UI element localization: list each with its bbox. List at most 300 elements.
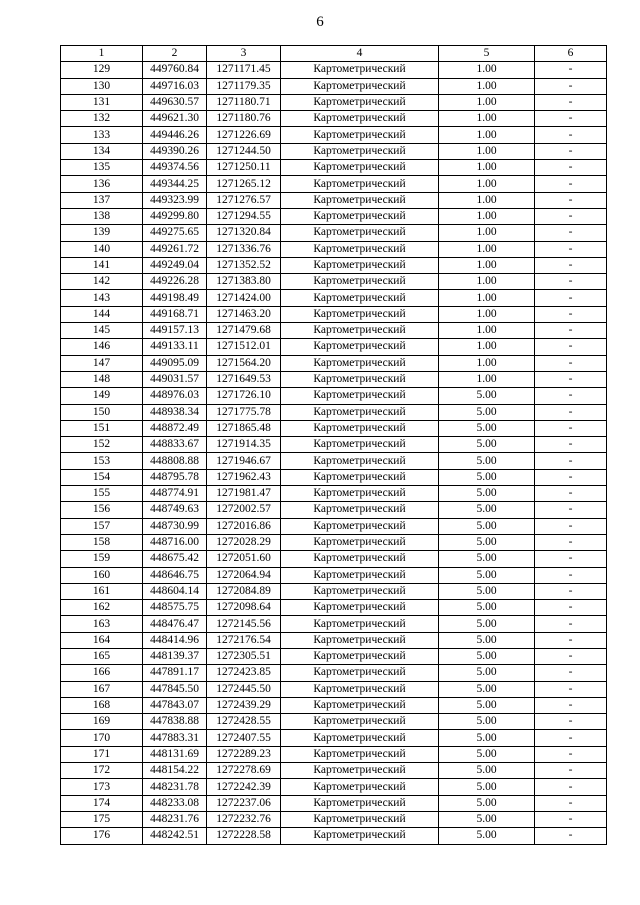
cell-note: - bbox=[535, 437, 607, 453]
cell-coord-x: 449249.04 bbox=[143, 257, 207, 273]
cell-method: Картометрический bbox=[281, 600, 439, 616]
table-body bbox=[61, 62, 607, 844]
cell-note: - bbox=[535, 176, 607, 192]
cell-coord-x: 448154.22 bbox=[143, 763, 207, 779]
cell-coord-x: 448675.42 bbox=[143, 551, 207, 567]
cell-coord-x: 448414.96 bbox=[143, 632, 207, 648]
header-cell-3: 3 bbox=[207, 46, 281, 62]
cell-accuracy: 1.00 bbox=[439, 257, 535, 273]
cell-coord-y: 1271352.52 bbox=[207, 257, 281, 273]
cell-coord-y: 1272305.51 bbox=[207, 648, 281, 664]
cell-point-number: 151 bbox=[61, 420, 143, 436]
cell-note: - bbox=[535, 779, 607, 795]
cell-coord-x: 449261.72 bbox=[143, 241, 207, 257]
cell-coord-x: 448716.00 bbox=[143, 534, 207, 550]
cell-coord-y: 1271981.47 bbox=[207, 486, 281, 502]
table-row bbox=[61, 518, 607, 534]
table-row bbox=[61, 811, 607, 827]
cell-method: Картометрический bbox=[281, 746, 439, 762]
cell-coord-y: 1271775.78 bbox=[207, 404, 281, 420]
cell-coord-y: 1272051.60 bbox=[207, 551, 281, 567]
cell-method: Картометрический bbox=[281, 143, 439, 159]
table-row bbox=[61, 339, 607, 355]
cell-method: Картометрический bbox=[281, 681, 439, 697]
cell-coord-y: 1271512.01 bbox=[207, 339, 281, 355]
cell-method: Картометрический bbox=[281, 616, 439, 632]
cell-coord-x: 449760.84 bbox=[143, 62, 207, 78]
cell-note: - bbox=[535, 632, 607, 648]
cell-accuracy: 5.00 bbox=[439, 469, 535, 485]
cell-accuracy: 1.00 bbox=[439, 78, 535, 94]
cell-point-number: 154 bbox=[61, 469, 143, 485]
cell-point-number: 157 bbox=[61, 518, 143, 534]
header-cell-6: 6 bbox=[535, 46, 607, 62]
cell-accuracy: 5.00 bbox=[439, 567, 535, 583]
cell-coord-x: 448872.49 bbox=[143, 420, 207, 436]
table-row bbox=[61, 583, 607, 599]
cell-point-number: 160 bbox=[61, 567, 143, 583]
cell-coord-y: 1272445.50 bbox=[207, 681, 281, 697]
cell-note: - bbox=[535, 616, 607, 632]
cell-coord-y: 1271424.00 bbox=[207, 290, 281, 306]
cell-note: - bbox=[535, 681, 607, 697]
cell-coord-y: 1272028.29 bbox=[207, 534, 281, 550]
cell-method: Картометрический bbox=[281, 306, 439, 322]
cell-note: - bbox=[535, 78, 607, 94]
table-row bbox=[61, 274, 607, 290]
cell-accuracy: 1.00 bbox=[439, 339, 535, 355]
cell-accuracy: 5.00 bbox=[439, 681, 535, 697]
cell-point-number: 156 bbox=[61, 502, 143, 518]
cell-coord-x: 449031.57 bbox=[143, 371, 207, 387]
cell-coord-x: 449446.26 bbox=[143, 127, 207, 143]
cell-point-number: 166 bbox=[61, 665, 143, 681]
cell-accuracy: 5.00 bbox=[439, 437, 535, 453]
cell-coord-x: 448976.03 bbox=[143, 388, 207, 404]
cell-note: - bbox=[535, 257, 607, 273]
cell-coord-y: 1272439.29 bbox=[207, 697, 281, 713]
cell-point-number: 148 bbox=[61, 371, 143, 387]
cell-coord-x: 447843.07 bbox=[143, 697, 207, 713]
cell-coord-y: 1272242.39 bbox=[207, 779, 281, 795]
cell-method: Картометрический bbox=[281, 241, 439, 257]
table-row bbox=[61, 94, 607, 110]
table-row bbox=[61, 714, 607, 730]
cell-note: - bbox=[535, 404, 607, 420]
cell-coord-y: 1271179.35 bbox=[207, 78, 281, 94]
table-row bbox=[61, 192, 607, 208]
cell-coord-x: 448231.78 bbox=[143, 779, 207, 795]
cell-note: - bbox=[535, 648, 607, 664]
cell-method: Картометрический bbox=[281, 648, 439, 664]
cell-point-number: 131 bbox=[61, 94, 143, 110]
cell-accuracy: 1.00 bbox=[439, 355, 535, 371]
cell-accuracy: 5.00 bbox=[439, 714, 535, 730]
cell-point-number: 159 bbox=[61, 551, 143, 567]
cell-coord-y: 1271383.80 bbox=[207, 274, 281, 290]
cell-method: Картометрический bbox=[281, 94, 439, 110]
cell-note: - bbox=[535, 94, 607, 110]
cell-accuracy: 5.00 bbox=[439, 763, 535, 779]
cell-coord-y: 1272428.55 bbox=[207, 714, 281, 730]
cell-accuracy: 1.00 bbox=[439, 192, 535, 208]
table-row bbox=[61, 486, 607, 502]
cell-note: - bbox=[535, 225, 607, 241]
table-row bbox=[61, 551, 607, 567]
header-cell-5: 5 bbox=[439, 46, 535, 62]
cell-coord-x: 448808.88 bbox=[143, 453, 207, 469]
cell-coord-x: 448833.67 bbox=[143, 437, 207, 453]
table-row bbox=[61, 437, 607, 453]
cell-note: - bbox=[535, 127, 607, 143]
cell-accuracy: 1.00 bbox=[439, 306, 535, 322]
table-header bbox=[61, 46, 607, 62]
cell-method: Картометрический bbox=[281, 339, 439, 355]
cell-point-number: 134 bbox=[61, 143, 143, 159]
cell-point-number: 139 bbox=[61, 225, 143, 241]
cell-note: - bbox=[535, 62, 607, 78]
cell-note: - bbox=[535, 600, 607, 616]
table-row bbox=[61, 779, 607, 795]
cell-method: Картометрический bbox=[281, 437, 439, 453]
coordinates-table bbox=[60, 45, 607, 845]
cell-point-number: 169 bbox=[61, 714, 143, 730]
cell-coord-x: 448749.63 bbox=[143, 502, 207, 518]
cell-coord-x: 448575.75 bbox=[143, 600, 207, 616]
cell-coord-x: 449630.57 bbox=[143, 94, 207, 110]
cell-accuracy: 1.00 bbox=[439, 62, 535, 78]
cell-coord-x: 449095.09 bbox=[143, 355, 207, 371]
cell-method: Картометрический bbox=[281, 779, 439, 795]
table-row bbox=[61, 208, 607, 224]
cell-note: - bbox=[535, 665, 607, 681]
cell-coord-x: 449716.03 bbox=[143, 78, 207, 94]
cell-method: Картометрический bbox=[281, 730, 439, 746]
table-row bbox=[61, 648, 607, 664]
table-row bbox=[61, 632, 607, 648]
table-row bbox=[61, 388, 607, 404]
cell-point-number: 130 bbox=[61, 78, 143, 94]
cell-accuracy: 5.00 bbox=[439, 616, 535, 632]
cell-coord-x: 448646.75 bbox=[143, 567, 207, 583]
cell-point-number: 173 bbox=[61, 779, 143, 795]
cell-coord-y: 1272232.76 bbox=[207, 811, 281, 827]
cell-accuracy: 1.00 bbox=[439, 371, 535, 387]
cell-coord-y: 1272098.64 bbox=[207, 600, 281, 616]
cell-point-number: 138 bbox=[61, 208, 143, 224]
cell-accuracy: 5.00 bbox=[439, 828, 535, 844]
cell-coord-y: 1272237.06 bbox=[207, 795, 281, 811]
table-row bbox=[61, 78, 607, 94]
cell-method: Картометрический bbox=[281, 371, 439, 387]
cell-note: - bbox=[535, 111, 607, 127]
cell-method: Картометрический bbox=[281, 697, 439, 713]
cell-coord-x: 449275.65 bbox=[143, 225, 207, 241]
table-row bbox=[61, 730, 607, 746]
cell-point-number: 155 bbox=[61, 486, 143, 502]
cell-accuracy: 1.00 bbox=[439, 127, 535, 143]
cell-coord-y: 1271914.35 bbox=[207, 437, 281, 453]
cell-accuracy: 5.00 bbox=[439, 795, 535, 811]
cell-accuracy: 5.00 bbox=[439, 534, 535, 550]
cell-accuracy: 1.00 bbox=[439, 160, 535, 176]
cell-accuracy: 1.00 bbox=[439, 208, 535, 224]
cell-accuracy: 5.00 bbox=[439, 632, 535, 648]
cell-accuracy: 5.00 bbox=[439, 730, 535, 746]
cell-point-number: 176 bbox=[61, 828, 143, 844]
table-row bbox=[61, 143, 607, 159]
cell-point-number: 150 bbox=[61, 404, 143, 420]
cell-coord-y: 1271865.48 bbox=[207, 420, 281, 436]
cell-coord-y: 1271180.71 bbox=[207, 94, 281, 110]
cell-method: Картометрический bbox=[281, 518, 439, 534]
cell-method: Картометрический bbox=[281, 355, 439, 371]
cell-point-number: 143 bbox=[61, 290, 143, 306]
cell-note: - bbox=[535, 811, 607, 827]
cell-accuracy: 5.00 bbox=[439, 746, 535, 762]
cell-point-number: 152 bbox=[61, 437, 143, 453]
cell-accuracy: 5.00 bbox=[439, 697, 535, 713]
cell-accuracy: 5.00 bbox=[439, 420, 535, 436]
table-row bbox=[61, 697, 607, 713]
cell-method: Картометрический bbox=[281, 828, 439, 844]
table-row bbox=[61, 225, 607, 241]
cell-point-number: 163 bbox=[61, 616, 143, 632]
table-row bbox=[61, 746, 607, 762]
cell-method: Картометрический bbox=[281, 257, 439, 273]
cell-coord-y: 1271649.53 bbox=[207, 371, 281, 387]
cell-coord-y: 1271962.43 bbox=[207, 469, 281, 485]
cell-coord-y: 1271336.76 bbox=[207, 241, 281, 257]
table-row bbox=[61, 828, 607, 844]
header-cell-4: 4 bbox=[281, 46, 439, 62]
cell-coord-y: 1271726.10 bbox=[207, 388, 281, 404]
cell-method: Картометрический bbox=[281, 795, 439, 811]
cell-note: - bbox=[535, 518, 607, 534]
cell-coord-y: 1271171.45 bbox=[207, 62, 281, 78]
cell-coord-x: 449226.28 bbox=[143, 274, 207, 290]
table-row bbox=[61, 763, 607, 779]
table-row bbox=[61, 469, 607, 485]
cell-coord-y: 1272002.57 bbox=[207, 502, 281, 518]
cell-method: Картометрический bbox=[281, 714, 439, 730]
cell-coord-y: 1271276.57 bbox=[207, 192, 281, 208]
header-cell-1: 1 bbox=[61, 46, 143, 62]
cell-accuracy: 5.00 bbox=[439, 486, 535, 502]
cell-note: - bbox=[535, 502, 607, 518]
cell-coord-y: 1272228.58 bbox=[207, 828, 281, 844]
cell-point-number: 168 bbox=[61, 697, 143, 713]
cell-coord-x: 449621.30 bbox=[143, 111, 207, 127]
cell-method: Картометрический bbox=[281, 665, 439, 681]
cell-coord-x: 448795.78 bbox=[143, 469, 207, 485]
cell-point-number: 165 bbox=[61, 648, 143, 664]
cell-coord-x: 448730.99 bbox=[143, 518, 207, 534]
cell-note: - bbox=[535, 290, 607, 306]
table-row bbox=[61, 665, 607, 681]
cell-method: Картометрический bbox=[281, 274, 439, 290]
cell-note: - bbox=[535, 192, 607, 208]
table-row bbox=[61, 323, 607, 339]
table-row bbox=[61, 127, 607, 143]
table-row bbox=[61, 355, 607, 371]
cell-coord-y: 1272289.23 bbox=[207, 746, 281, 762]
cell-coord-x: 449157.13 bbox=[143, 323, 207, 339]
header-cell-2: 2 bbox=[143, 46, 207, 62]
cell-coord-y: 1271265.12 bbox=[207, 176, 281, 192]
cell-method: Картометрический bbox=[281, 192, 439, 208]
table-row bbox=[61, 567, 607, 583]
cell-coord-x: 448604.14 bbox=[143, 583, 207, 599]
cell-note: - bbox=[535, 469, 607, 485]
cell-coord-x: 448131.69 bbox=[143, 746, 207, 762]
cell-note: - bbox=[535, 763, 607, 779]
table-row bbox=[61, 176, 607, 192]
cell-coord-y: 1271294.55 bbox=[207, 208, 281, 224]
cell-method: Картометрический bbox=[281, 632, 439, 648]
cell-accuracy: 5.00 bbox=[439, 502, 535, 518]
cell-note: - bbox=[535, 420, 607, 436]
cell-accuracy: 5.00 bbox=[439, 518, 535, 534]
cell-note: - bbox=[535, 388, 607, 404]
cell-note: - bbox=[535, 567, 607, 583]
cell-note: - bbox=[535, 339, 607, 355]
cell-point-number: 136 bbox=[61, 176, 143, 192]
cell-method: Картометрический bbox=[281, 388, 439, 404]
cell-accuracy: 1.00 bbox=[439, 290, 535, 306]
header-row bbox=[61, 46, 607, 62]
cell-accuracy: 5.00 bbox=[439, 665, 535, 681]
cell-coord-y: 1271463.20 bbox=[207, 306, 281, 322]
cell-note: - bbox=[535, 828, 607, 844]
cell-point-number: 146 bbox=[61, 339, 143, 355]
cell-note: - bbox=[535, 714, 607, 730]
cell-note: - bbox=[535, 730, 607, 746]
cell-note: - bbox=[535, 143, 607, 159]
table-row bbox=[61, 241, 607, 257]
cell-coord-y: 1271320.84 bbox=[207, 225, 281, 241]
table-row bbox=[61, 306, 607, 322]
table-row bbox=[61, 795, 607, 811]
cell-coord-x: 449390.26 bbox=[143, 143, 207, 159]
cell-note: - bbox=[535, 795, 607, 811]
cell-point-number: 171 bbox=[61, 746, 143, 762]
cell-accuracy: 5.00 bbox=[439, 583, 535, 599]
cell-point-number: 162 bbox=[61, 600, 143, 616]
cell-accuracy: 5.00 bbox=[439, 779, 535, 795]
cell-coord-x: 448139.37 bbox=[143, 648, 207, 664]
cell-point-number: 174 bbox=[61, 795, 143, 811]
cell-point-number: 129 bbox=[61, 62, 143, 78]
cell-coord-y: 1271479.68 bbox=[207, 323, 281, 339]
cell-point-number: 170 bbox=[61, 730, 143, 746]
cell-coord-x: 448938.34 bbox=[143, 404, 207, 420]
cell-note: - bbox=[535, 355, 607, 371]
table-row bbox=[61, 160, 607, 176]
cell-point-number: 137 bbox=[61, 192, 143, 208]
cell-point-number: 141 bbox=[61, 257, 143, 273]
cell-coord-x: 447883.31 bbox=[143, 730, 207, 746]
cell-coord-x: 449299.80 bbox=[143, 208, 207, 224]
cell-method: Картометрический bbox=[281, 290, 439, 306]
cell-note: - bbox=[535, 697, 607, 713]
cell-method: Картометрический bbox=[281, 567, 439, 583]
cell-accuracy: 5.00 bbox=[439, 404, 535, 420]
cell-point-number: 175 bbox=[61, 811, 143, 827]
cell-note: - bbox=[535, 306, 607, 322]
cell-method: Картометрический bbox=[281, 420, 439, 436]
cell-note: - bbox=[535, 371, 607, 387]
cell-method: Картометрический bbox=[281, 502, 439, 518]
cell-method: Картометрический bbox=[281, 551, 439, 567]
cell-method: Картометрический bbox=[281, 763, 439, 779]
cell-method: Картометрический bbox=[281, 583, 439, 599]
table-row bbox=[61, 534, 607, 550]
cell-method: Картометрический bbox=[281, 208, 439, 224]
cell-point-number: 144 bbox=[61, 306, 143, 322]
cell-point-number: 140 bbox=[61, 241, 143, 257]
cell-point-number: 158 bbox=[61, 534, 143, 550]
cell-coord-x: 449374.56 bbox=[143, 160, 207, 176]
cell-accuracy: 1.00 bbox=[439, 241, 535, 257]
cell-accuracy: 5.00 bbox=[439, 600, 535, 616]
cell-note: - bbox=[535, 160, 607, 176]
table-row bbox=[61, 290, 607, 306]
cell-coord-x: 449168.71 bbox=[143, 306, 207, 322]
cell-coord-y: 1272407.55 bbox=[207, 730, 281, 746]
cell-point-number: 145 bbox=[61, 323, 143, 339]
table-row bbox=[61, 681, 607, 697]
cell-note: - bbox=[535, 241, 607, 257]
cell-accuracy: 5.00 bbox=[439, 453, 535, 469]
cell-method: Картометрический bbox=[281, 111, 439, 127]
cell-method: Картометрический bbox=[281, 486, 439, 502]
cell-coord-x: 448231.76 bbox=[143, 811, 207, 827]
cell-coord-y: 1272064.94 bbox=[207, 567, 281, 583]
cell-method: Картометрический bbox=[281, 62, 439, 78]
cell-point-number: 153 bbox=[61, 453, 143, 469]
cell-method: Картометрический bbox=[281, 811, 439, 827]
cell-coord-y: 1271564.20 bbox=[207, 355, 281, 371]
cell-accuracy: 1.00 bbox=[439, 143, 535, 159]
cell-method: Картометрический bbox=[281, 469, 439, 485]
cell-note: - bbox=[535, 551, 607, 567]
cell-coord-x: 449198.49 bbox=[143, 290, 207, 306]
cell-point-number: 149 bbox=[61, 388, 143, 404]
cell-coord-x: 449323.99 bbox=[143, 192, 207, 208]
table-row bbox=[61, 404, 607, 420]
cell-method: Картометрический bbox=[281, 534, 439, 550]
cell-accuracy: 1.00 bbox=[439, 94, 535, 110]
cell-method: Картометрический bbox=[281, 127, 439, 143]
cell-coord-y: 1272278.69 bbox=[207, 763, 281, 779]
cell-accuracy: 5.00 bbox=[439, 648, 535, 664]
cell-accuracy: 1.00 bbox=[439, 274, 535, 290]
cell-coord-x: 449344.25 bbox=[143, 176, 207, 192]
cell-coord-y: 1272016.86 bbox=[207, 518, 281, 534]
cell-coord-y: 1272084.89 bbox=[207, 583, 281, 599]
table-row bbox=[61, 111, 607, 127]
cell-accuracy: 5.00 bbox=[439, 811, 535, 827]
cell-coord-y: 1271226.69 bbox=[207, 127, 281, 143]
cell-coord-x: 448476.47 bbox=[143, 616, 207, 632]
cell-coord-x: 448242.51 bbox=[143, 828, 207, 844]
cell-accuracy: 5.00 bbox=[439, 388, 535, 404]
cell-point-number: 147 bbox=[61, 355, 143, 371]
cell-note: - bbox=[535, 486, 607, 502]
cell-accuracy: 1.00 bbox=[439, 111, 535, 127]
cell-note: - bbox=[535, 323, 607, 339]
